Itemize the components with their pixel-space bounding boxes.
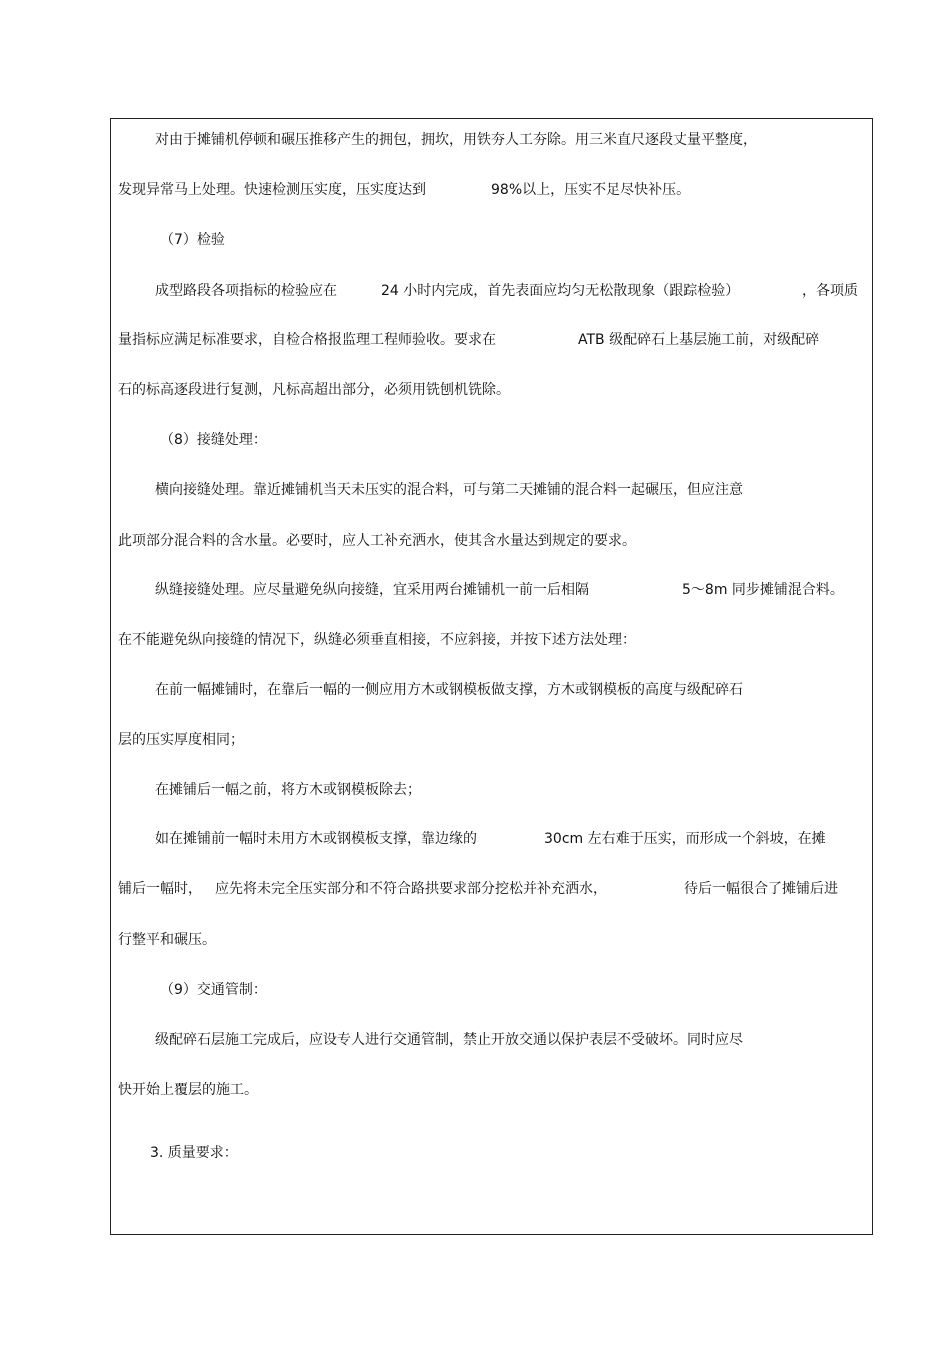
text-line: 在前一幅摊铺时，在靠后一幅的一侧应用方木或钢模板做支撑，方木或钢模板的高度与级配碎石 — [155, 682, 743, 698]
text-line: 快开始上覆层的施工。 — [118, 1082, 258, 1098]
text-segment: 铺后一幅时， — [118, 881, 202, 897]
text-line: 横向接缝处理。靠近摊铺机当天未压实的混合料，可与第二天摊铺的混合料一起碾压，但应注意 — [155, 482, 743, 498]
section-heading: （9）交通管制： — [160, 982, 267, 998]
text-segment: 24 小时内完成，首先表面应均匀无松散现象（跟踪检验） — [381, 283, 740, 299]
text-line: 层的压实厚度相同； — [118, 732, 244, 748]
text-line: 行整平和碾压。 — [118, 932, 216, 948]
text-line: 此项部分混合料的含水量。必要时，应人工补充洒水，使其含水量达到规定的要求。 — [118, 533, 636, 549]
text-line: 级配碎石层施工完成后，应设专人进行交通管制，禁止开放交通以保护表层不受破坏。同时应尽 — [155, 1032, 743, 1048]
section-heading: 3. 质量要求： — [150, 1145, 238, 1161]
text-line: 对由于摊铺机停顿和碾压推移产生的拥包，拥坎，用铁夯人工夯除。用三米直尺逐段丈量平整度， — [155, 132, 757, 148]
text-segment: 待后一幅很合了摊铺后进 — [684, 881, 838, 897]
text-segment: ，各项质 — [802, 283, 858, 299]
text-segment: 98%以上，压实不足尽快补压。 — [491, 182, 691, 198]
text-line: 石的标高逐段进行复测，凡标高超出部分，必须用铣刨机铣除。 — [118, 382, 510, 398]
text-segment: ATB 级配碎石上基层施工前，对级配碎 — [578, 332, 820, 348]
text-segment: 纵缝接缝处理。应尽量避免纵向接缝，宜采用两台摊铺机一前一后相隔 — [155, 582, 589, 598]
text-segment: 5～8m 同步摊铺混合料。 — [682, 582, 844, 598]
text-segment: 如在摊铺前一幅时未用方木或钢模板支撑，靠边缘的 — [155, 831, 477, 847]
text-segment: 成型路段各项指标的检验应在 — [155, 283, 337, 299]
text-line: 在摊铺后一幅之前，将方木或钢模板除去； — [155, 782, 421, 798]
section-heading: （7）检验 — [160, 232, 225, 248]
section-heading: （8）接缝处理： — [160, 432, 267, 448]
text-segment: 应先将未完全压实部分和不符合路拱要求部分挖松并补充洒水， — [215, 881, 607, 897]
text-segment: 量指标应满足标准要求，自检合格报监理工程师验收。要求在 — [118, 332, 496, 348]
text-line: 在不能避免纵向接缝的情况下，纵缝必须垂直相接，不应斜接，并按下述方法处理： — [118, 632, 636, 648]
text-segment: 30cm 左右难于压实，而形成一个斜坡，在摊 — [544, 831, 826, 847]
text-segment: 发现异常马上处理。快速检测压实度，压实度达到 — [118, 182, 426, 198]
